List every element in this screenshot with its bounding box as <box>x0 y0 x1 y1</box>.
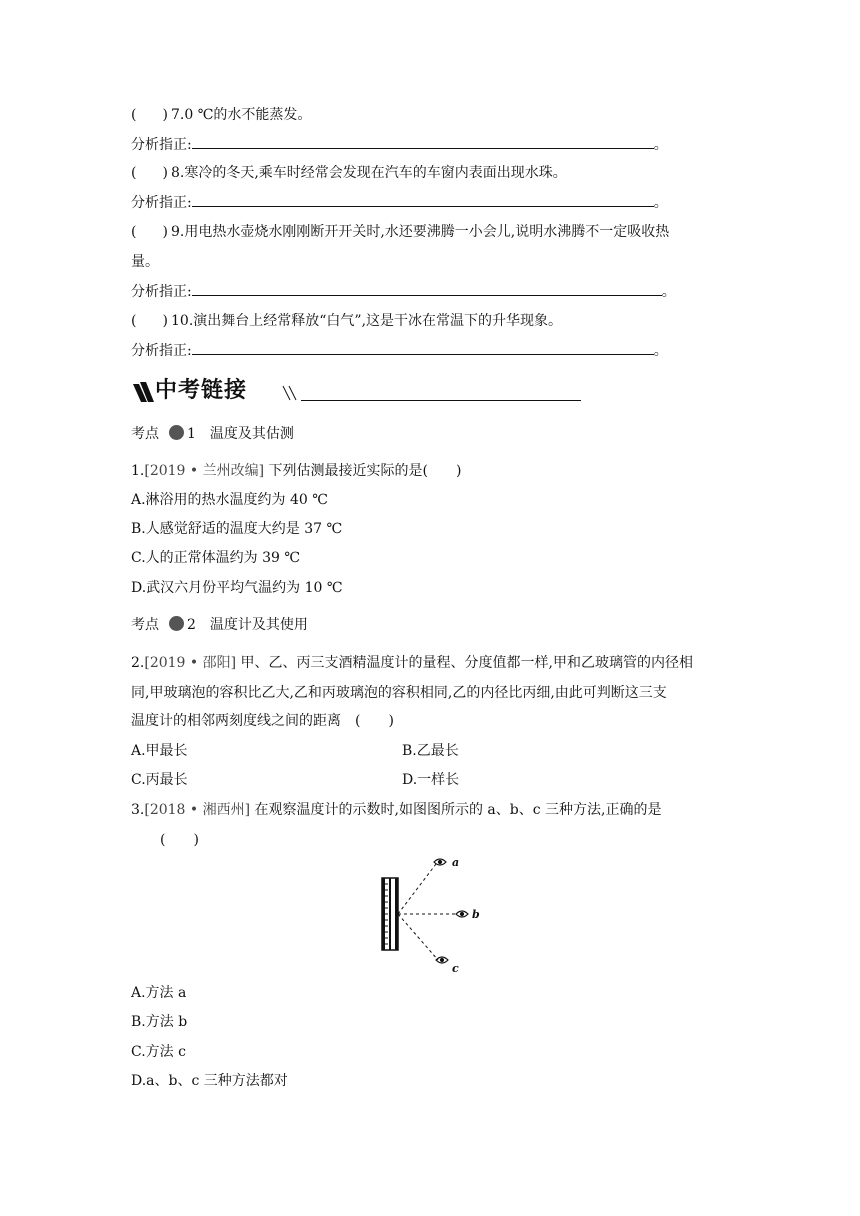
review-item-10 <box>131 311 562 331</box>
slash-stripes-icon <box>131 376 155 406</box>
option-b[interactable]: B.人感觉舒适的温度大约是 37 ℃ <box>131 521 343 537</box>
answer-blank[interactable]: ( ) <box>131 224 168 240</box>
question-2-line-3: 温度计的相邻两刻度线之间的距离 ( ) <box>131 713 394 729</box>
analysis-input[interactable] <box>192 193 654 207</box>
statement: 9.用电热水壶烧水刚刚断开开关时,水还要沸腾一小会儿,说明水沸腾不一定吸收热 <box>171 224 670 240</box>
option-a[interactable]: A.淋浴用的热水温度约为 40 ℃ <box>131 492 328 508</box>
question-source: [2019 • 兰州改编] <box>144 463 265 479</box>
label-a: a <box>452 856 460 869</box>
bullet-dot-icon <box>169 425 184 440</box>
analysis-line-8: 分析指正: 。 <box>131 195 668 211</box>
kaodian-2: 考点 2 温度计及其使用 <box>131 617 308 633</box>
analysis-label: 分析指正: <box>131 195 192 211</box>
banner-rule <box>301 400 581 401</box>
question-source: [2018 • 湘西州] <box>144 802 251 818</box>
option-b[interactable]: B.乙最长 <box>402 743 459 759</box>
analysis-line-7: 分析指正: 。 <box>131 137 668 153</box>
option-d[interactable]: D.武汉六月份平均气温约为 10 ℃ <box>131 580 343 596</box>
option-c[interactable]: C.方法 c <box>131 1044 186 1060</box>
option-b[interactable]: B.方法 b <box>131 1014 188 1030</box>
review-item-9 <box>131 222 669 242</box>
options-row-1 <box>131 741 188 761</box>
option-d[interactable]: D.一样长 <box>402 772 460 788</box>
analysis-input[interactable] <box>192 282 662 296</box>
double-slash-icon <box>279 376 301 406</box>
label-c: c <box>452 962 459 975</box>
analysis-input[interactable] <box>192 135 654 149</box>
review-item-9-cont: 量。 <box>131 254 159 270</box>
analysis-label: 分析指正: <box>131 137 192 153</box>
question-2-line-2: 同,甲玻璃泡的容积比乙大,乙和丙玻璃泡的容积相同,乙的内径比丙细,由此可判断这三支 <box>131 685 667 701</box>
option-a[interactable]: A.方法 a <box>131 985 187 1001</box>
analysis-label: 分析指正: <box>131 343 192 359</box>
eye-icon <box>434 859 468 963</box>
kaodian-1: 考点 1 温度及其估测 <box>131 426 294 442</box>
question-3-blank[interactable]: ( ) <box>160 832 199 848</box>
review-item-7 <box>131 105 311 125</box>
option-d[interactable]: D.a、b、c 三种方法都对 <box>131 1073 288 1089</box>
question-3: 3.[2018 • 湘西州] 在观察温度计的示数时,如图图所示的 a、b、c 三种方法,正确的是 <box>131 802 662 818</box>
statement: 7.0 ℃的水不能蒸发。 <box>171 107 312 123</box>
option-a[interactable]: A.甲最长 <box>131 743 188 759</box>
section-title: 中考链接 <box>155 378 248 403</box>
analysis-input[interactable] <box>192 341 654 355</box>
option-c[interactable]: C.人的正常体温约为 39 ℃ <box>131 550 301 566</box>
question-1: 1.[2019 • 兰州改编] 下列估测最接近实际的是( ) <box>131 463 462 479</box>
answer-blank[interactable]: ( ) <box>131 313 168 329</box>
question-2: 2.[2019 • 邵阳] 甲、乙、丙三支酒精温度计的量程、分度值都一样,甲和乙玻璃管的内径相 <box>131 655 693 671</box>
answer-blank[interactable]: ( ) <box>131 165 168 181</box>
analysis-label: 分析指正: <box>131 284 192 300</box>
thermometer-viewing-figure <box>378 852 490 976</box>
statement: 10.演出舞台上经常释放“白气”,这是干冰在常温下的升华现象。 <box>171 313 563 329</box>
option-c[interactable]: C.丙最长 <box>131 772 188 788</box>
question-source: [2019 • 邵阳] <box>144 655 237 671</box>
statement: 8.寒冷的冬天,乘车时经常会发现在汽车的车窗内表面出现水珠。 <box>171 165 567 181</box>
bullet-dot-icon <box>169 616 184 631</box>
answer-blank[interactable]: ( ) <box>131 107 168 123</box>
analysis-line-10: 分析指正: 。 <box>131 343 668 359</box>
analysis-line-9: 分析指正: 。 <box>131 284 676 300</box>
review-item-8 <box>131 163 567 183</box>
label-b: b <box>472 908 480 921</box>
section-banner <box>131 376 581 406</box>
